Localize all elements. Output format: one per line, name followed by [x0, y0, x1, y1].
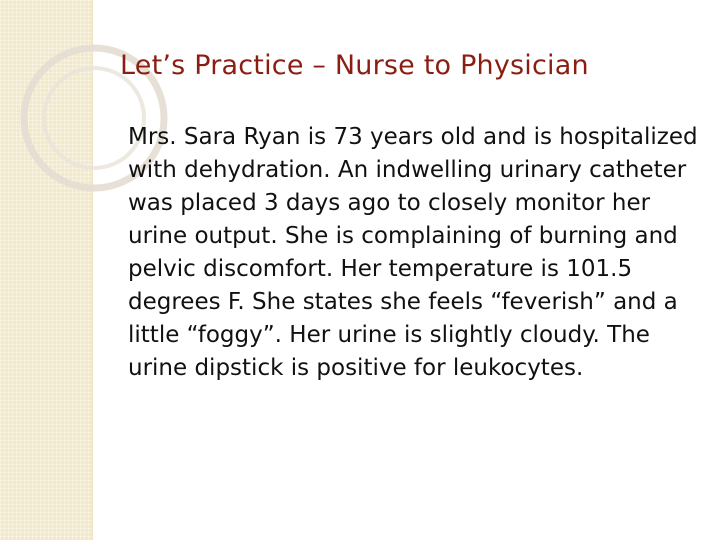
decorative-side-band [0, 0, 92, 540]
slide-body-text: Mrs. Sara Ryan is 73 years old and is hospitalized with dehydration. An indwelling urinary catheter was placed 3 days ago to closely monitor her urine output. She is complaining of burning and pelvic discomfort. Her temperature is 101.5 degrees F. She states she feels “feverish” and a little “foggy”. Her urine is slightly cloudy. The urine dipstick is positive for leukocytes. [128, 124, 698, 381]
slide-title: Let’s Practice – Nurse to Physician [120, 50, 589, 81]
side-band-divider [92, 0, 93, 540]
